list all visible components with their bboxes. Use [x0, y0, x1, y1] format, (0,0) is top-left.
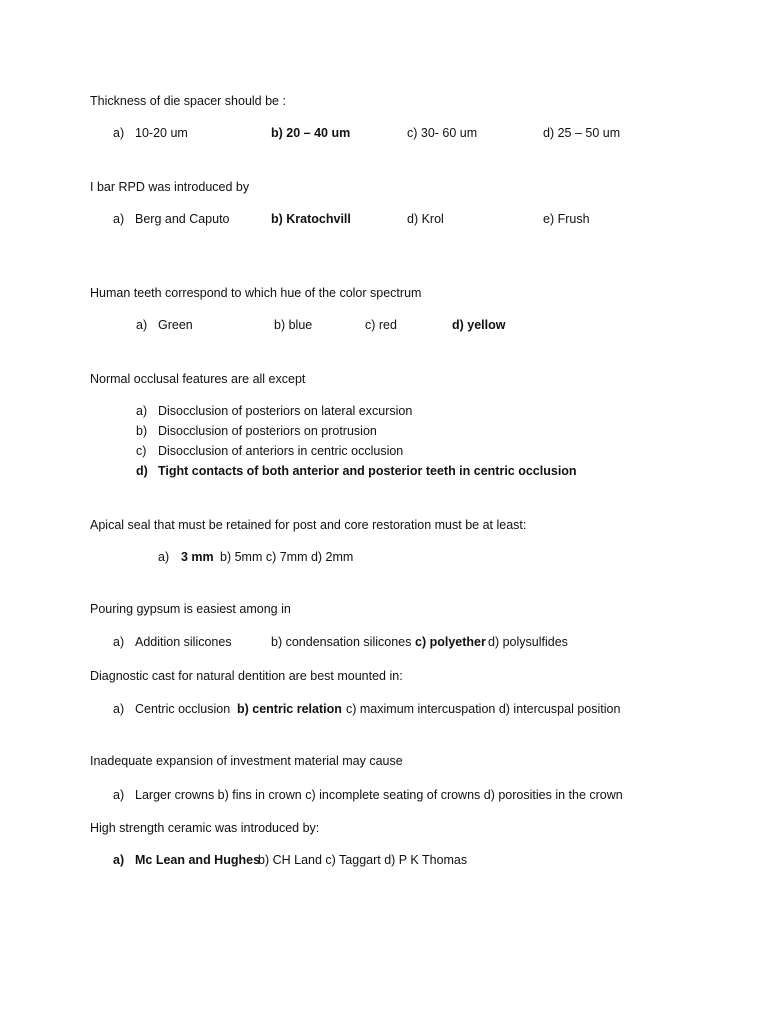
- option-b-answer: b) centric relation: [237, 702, 342, 716]
- option-marker: a): [113, 853, 125, 867]
- option-c: c) red: [365, 318, 397, 332]
- option-a: Green: [158, 318, 193, 332]
- option-marker: a): [136, 318, 148, 332]
- question-8: Inadequate expansion of investment material may cause: [90, 754, 403, 768]
- option-marker: a): [113, 126, 125, 140]
- option-d-answer: d) yellow: [452, 318, 506, 332]
- option-marker: a): [113, 212, 125, 226]
- option-a: Centric occlusion: [135, 702, 231, 716]
- option-b: b) blue: [274, 318, 313, 332]
- option-b-answer: b) 20 – 40 um: [271, 126, 351, 140]
- option-marker: d): [136, 464, 148, 478]
- option-rest: b) CH Land c) Taggart d) P K Thomas: [258, 853, 468, 867]
- option-a: Addition silicones: [135, 635, 232, 649]
- option-e: e) Frush: [543, 212, 590, 226]
- option-text: Larger crowns b) fins in crown c) incomplete seating of crowns d) porosities in the crown: [135, 788, 623, 802]
- option-b: b) condensation silicones: [271, 635, 412, 649]
- option-b-answer: b) Kratochvill: [271, 212, 351, 226]
- question-9: High strength ceramic was introduced by:: [90, 821, 320, 835]
- option-b: Disocclusion of posteriors on protrusion: [158, 424, 377, 438]
- option-d: d) 25 – 50 um: [543, 126, 621, 140]
- option-a-answer: 3 mm: [181, 550, 214, 564]
- option-d: d) polysulfides: [488, 635, 568, 649]
- option-marker: a): [136, 404, 148, 418]
- option-rest: c) maximum intercuspation d) intercuspal position: [346, 702, 621, 716]
- question-4: Normal occlusal features are all except: [90, 372, 306, 386]
- question-3: Human teeth correspond to which hue of the color spectrum: [90, 286, 422, 300]
- question-5: Apical seal that must be retained for post and core restoration must be at least:: [90, 518, 527, 532]
- option-d: d) Krol: [407, 212, 444, 226]
- question-7: Diagnostic cast for natural dentition are best mounted in:: [90, 669, 403, 683]
- question-2: I bar RPD was introduced by: [90, 180, 250, 194]
- option-marker: a): [113, 635, 125, 649]
- option-marker: b): [136, 424, 148, 438]
- option-a-answer: Mc Lean and Hughes: [135, 853, 261, 867]
- option-a: 10-20 um: [135, 126, 188, 140]
- option-c: c) 30- 60 um: [407, 126, 478, 140]
- option-marker: a): [113, 788, 125, 802]
- question-1: Thickness of die spacer should be :: [90, 94, 286, 108]
- option-marker: a): [113, 702, 125, 716]
- option-marker: a): [158, 550, 170, 564]
- option-d-answer: Tight contacts of both anterior and posterior teeth in centric occlusion: [158, 464, 577, 478]
- option-marker: c): [136, 444, 147, 458]
- option-a: Disocclusion of posteriors on lateral excursion: [158, 404, 413, 418]
- option-rest: b) 5mm c) 7mm d) 2mm: [220, 550, 354, 564]
- question-6: Pouring gypsum is easiest among in: [90, 602, 291, 616]
- option-c-answer: c) polyether: [415, 635, 486, 649]
- option-a: Berg and Caputo: [135, 212, 230, 226]
- option-c: Disocclusion of anteriors in centric occlusion: [158, 444, 404, 458]
